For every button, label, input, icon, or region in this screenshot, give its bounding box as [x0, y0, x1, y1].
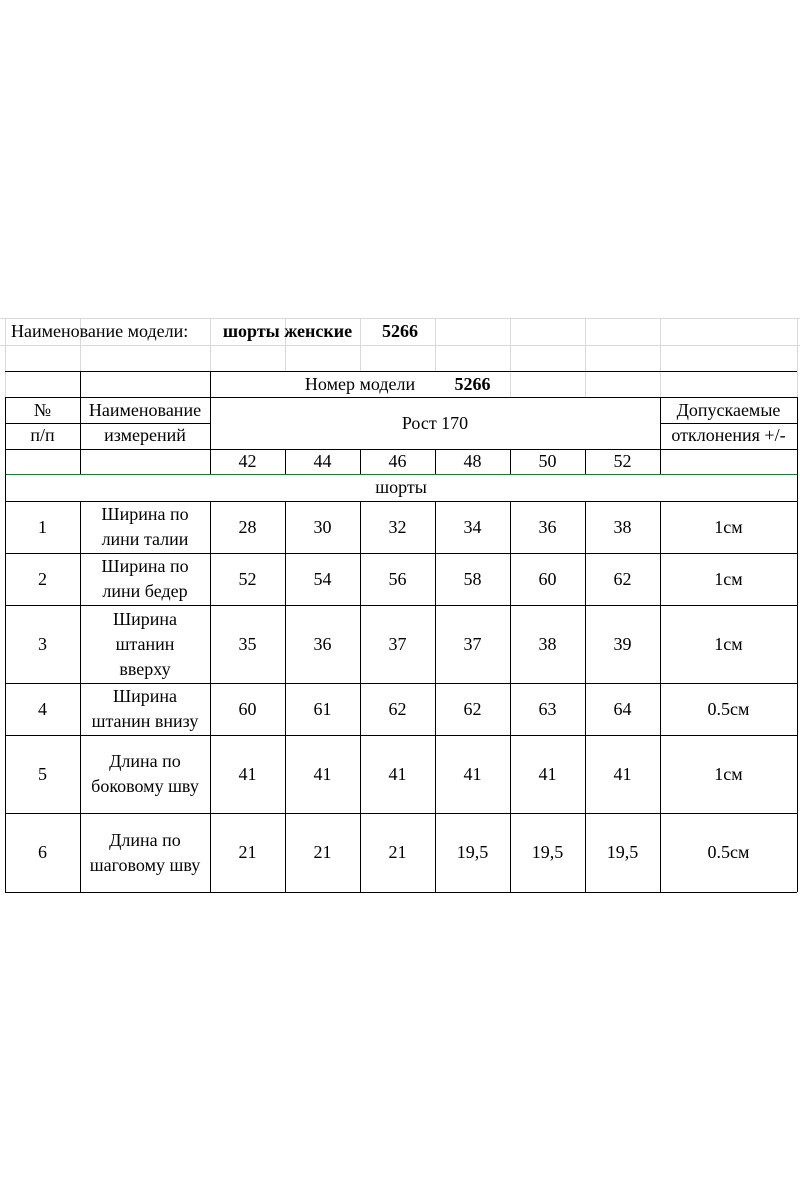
row-value: 52	[238, 568, 257, 589]
row-value: 54	[313, 568, 332, 589]
row-value: 38	[538, 633, 557, 654]
size-header: 44	[313, 451, 332, 471]
row-tolerance: 1см	[714, 516, 743, 537]
size-header: 50	[538, 451, 557, 471]
row-value: 41	[613, 763, 632, 784]
row-value: 60	[538, 568, 557, 589]
model-code: 5266	[382, 321, 418, 341]
row-value: 19,5	[531, 842, 564, 862]
size-header: 48	[463, 451, 482, 471]
grid-line-v	[585, 318, 586, 371]
row-number: 1	[38, 516, 47, 537]
row-number: 6	[38, 842, 47, 862]
row-value: 41	[238, 763, 257, 784]
row-value: 62	[388, 698, 407, 719]
row-value: 21	[388, 842, 407, 862]
row-value: 35	[238, 633, 257, 654]
row-value: 60	[238, 698, 257, 719]
row-measurement-name: Ширина штанин вверху	[112, 608, 178, 679]
row-value: 19,5	[606, 842, 639, 862]
row-value: 21	[238, 842, 257, 862]
row-value: 62	[463, 698, 482, 719]
grid-line-v	[510, 318, 511, 371]
grid-line-h	[5, 892, 797, 893]
row-value: 56	[388, 568, 407, 589]
row-value: 21	[313, 842, 332, 862]
row-value: 39	[613, 633, 632, 654]
row-value: 37	[388, 633, 407, 654]
header-number: № п/п	[30, 400, 55, 445]
row-value: 61	[313, 698, 332, 719]
row-value: 41	[388, 763, 407, 784]
section-title: шорты	[375, 477, 427, 497]
row-measurement-name: Ширина штанин внизу	[91, 686, 199, 731]
row-tolerance: 1см	[714, 568, 743, 589]
grid-line-v	[797, 371, 798, 397]
grid-line-v	[660, 371, 661, 397]
header-tolerance: Допускаемые отклонения +/-	[671, 400, 786, 445]
row-value: 58	[463, 568, 482, 589]
row-value: 41	[463, 763, 482, 784]
row-tolerance: 0.5см	[707, 842, 750, 862]
header-height: Рост 170	[401, 412, 469, 433]
model-name-label: Наименование модели:	[11, 321, 189, 341]
size-header: 52	[613, 451, 632, 471]
row-measurement-name: Ширина по лини бедер	[101, 556, 189, 601]
model-number-value: 5266	[454, 373, 491, 394]
grid-line-v	[585, 371, 586, 397]
row-tolerance: 0.5см	[707, 698, 750, 719]
grid-line-v	[435, 318, 436, 371]
row-measurement-name: Длина по шаговому шву	[89, 829, 201, 875]
row-value: 36	[313, 633, 332, 654]
size-header: 46	[388, 451, 407, 471]
row-measurement-name: Длина по боковому шву	[91, 751, 199, 796]
row-value: 19,5	[456, 842, 489, 862]
model-name-value: шорты женские	[222, 321, 353, 341]
row-number: 2	[38, 568, 47, 589]
row-value: 34	[463, 516, 482, 537]
row-value: 41	[313, 763, 332, 784]
grid-line-v	[797, 397, 798, 892]
model-number-label: Номер модели	[304, 373, 416, 394]
row-value: 38	[613, 516, 632, 537]
row-value: 28	[238, 516, 257, 537]
row-value: 41	[538, 763, 557, 784]
size-header: 42	[238, 451, 257, 471]
row-number: 4	[38, 698, 47, 719]
row-value: 63	[538, 698, 557, 719]
header-measurement: Наименование измерений	[88, 400, 202, 445]
grid-line-v	[797, 318, 798, 371]
grid-line-v	[5, 371, 6, 397]
row-value: 30	[313, 516, 332, 537]
row-tolerance: 1см	[714, 633, 743, 654]
grid-line-v	[510, 371, 511, 397]
row-value: 36	[538, 516, 557, 537]
row-measurement-name: Ширина по лини талии	[101, 504, 189, 549]
row-value: 37	[463, 633, 482, 654]
grid-line-v	[660, 318, 661, 371]
row-value: 32	[388, 516, 407, 537]
row-number: 3	[38, 633, 47, 654]
row-value: 62	[613, 568, 632, 589]
grid-line-h	[0, 345, 800, 346]
row-number: 5	[38, 763, 47, 784]
row-value: 64	[613, 698, 632, 719]
row-tolerance: 1см	[714, 763, 743, 784]
